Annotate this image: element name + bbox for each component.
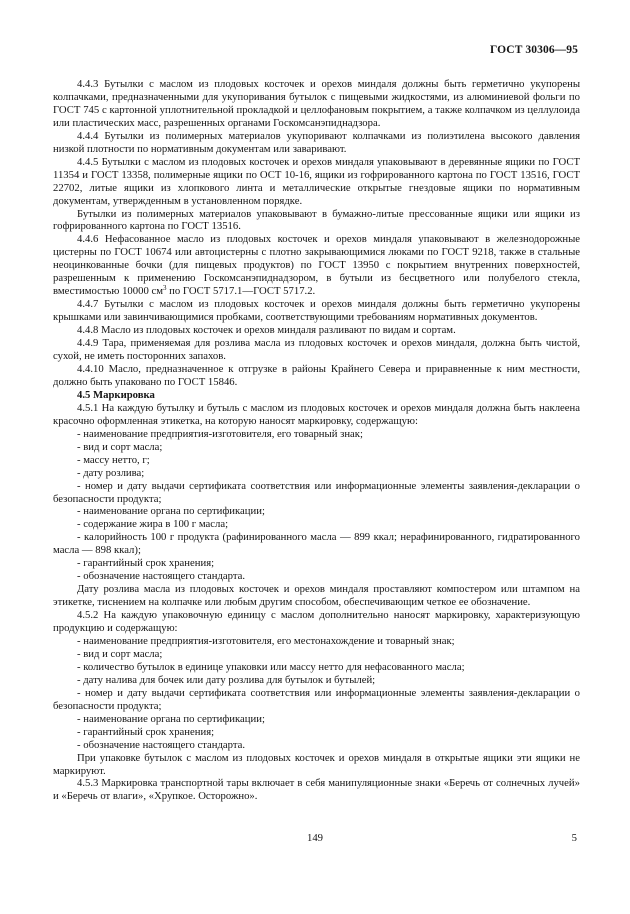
list-item: - наименование предприятия-изготовителя, его товарный знак; bbox=[77, 427, 363, 440]
list-item: - содержание жира в 100 г масла; bbox=[77, 518, 229, 531]
list-item: - номер и дату выдачи сертификата соответствия или информационные элементы заявления-декларации о безопасности продукта; bbox=[53, 686, 580, 712]
paragraph: Бутылки из полимерных материалов упаковывают в бумажно-литые прессованные ящики или ящики из гофрированного картона по ГОСТ 13516. bbox=[53, 207, 580, 233]
list-item: - гарантийный срок хранения; bbox=[77, 557, 215, 570]
list-item: - гарантийный срок хранения; bbox=[77, 725, 215, 738]
list-item: - дату розлива; bbox=[77, 466, 145, 479]
sheet-number: 5 bbox=[571, 832, 577, 844]
list-item: - вид и сорт масла; bbox=[77, 647, 163, 660]
list-item: - вид и сорт масла; bbox=[77, 440, 163, 453]
paragraph: 4.4.8 Масло из плодовых косточек и орехов миндаля разливают по видам и сортам. bbox=[77, 324, 456, 337]
list-item: - наименование предприятия-изготовителя, его местонахождение и товарный знак; bbox=[77, 634, 455, 647]
page-number: 149 bbox=[306, 832, 324, 844]
list-item: - обозначение настоящего стандарта. bbox=[77, 570, 246, 583]
list-item: - массу нетто, г; bbox=[77, 453, 150, 466]
list-item: - наименование органа по сертификации; bbox=[77, 712, 265, 725]
superscript: 3 bbox=[163, 284, 167, 293]
section-heading: 4.5 Маркировка bbox=[77, 388, 155, 401]
paragraph: Дату розлива масла из плодовых косточек и орехов миндаля проставляют компостером или штампом на этикетке, тиснением на колпачке или любым другим способом, обеспечивающим четкое ее обозначение. bbox=[53, 583, 580, 609]
standard-header: ГОСТ 30306—95 bbox=[489, 44, 578, 56]
paragraph: При упаковке бутылок с маслом из плодовых косточек и орехов миндаля в открытые ящики эти ящики не маркируют. bbox=[53, 751, 580, 777]
document-body bbox=[53, 78, 580, 803]
list-item: - количество бутылок в единице упаковки или массу нетто для нефасованного масла; bbox=[77, 660, 465, 673]
paragraph: 4.4.9 Тара, применяемая для розлива масла из плодовых косточек и орехов миндаля, должна быть чистой, сухой, не иметь посторонних запахов. bbox=[53, 337, 580, 363]
paragraph: 4.5.1 На каждую бутылку и бутыль с маслом из плодовых косточек и орехов миндаля должна быть наклеена красочно оформленная этикетка, на которую наносят маркировку, содержащую: bbox=[53, 401, 580, 427]
list-item: - дату налива для бочек или дату розлива для бутылок и бутылей; bbox=[77, 673, 376, 686]
paragraph: 4.5.2 На каждую упаковочную единицу с маслом дополнительно наносят маркировку, характеризующую продукцию и содержащую: bbox=[53, 609, 580, 635]
paragraph: 4.5.3 Маркировка транспортной тары включает в себя манипуляционные знаки «Беречь от солнечных лучей» и «Беречь от влаги», «Хрупкое. Осторожно». bbox=[53, 777, 580, 803]
paragraph: 4.4.5 Бутылки с маслом из плодовых косточек и орехов миндаля упаковывают в деревянные ящики по ГОСТ 11354 и ГОСТ 13358, полимерные ящики по ОСТ 10-16, ящики из гофрированного картона по ГОСТ 13516, ГОСТ 22702, литые ящики из хлопкового линта и металлические открытые гнездовые ящики по нормативным документам, утвержденным в установленном порядке. bbox=[53, 155, 580, 207]
list-item: - наименование органа по сертификации; bbox=[77, 505, 265, 518]
paragraph: 4.4.7 Бутылки с маслом из плодовых косточек и орехов миндаля должны быть герметично укупорены крышками или завинчивающимися пробками, соответствующими требованиям нормативных документов. bbox=[53, 298, 580, 324]
list-item: - номер и дату выдачи сертификата соответствия или информационные элементы заявления-декларации о безопасности продукта; bbox=[53, 479, 580, 505]
paragraph: 4.4.10 Масло, предназначенное к отгрузке в районы Крайнего Севера и приравненные к ним местности, должно быть упаковано по ГОСТ 15846. bbox=[53, 362, 580, 388]
paragraph: 4.4.3 Бутылки с маслом из плодовых косточек и орехов миндаля должны быть герметично укупорены колпачками, предназначенными для укупоривания бутылок с пищевыми жидкостями, из алюминиевой фольги по ГОСТ 745 с картонной уплотнительной прокладкой и целлофановым покрытием, а также колпачком из целлулоида или пластических масс, разрешенных органами Госкомсанэпиднадзора. bbox=[53, 78, 580, 129]
paragraph: 4.4.4 Бутылки из полимерных материалов укупоривают колпачками из полиэтилена высокого давления низкой плотности по нормативным документам или заваривают. bbox=[53, 129, 580, 155]
paragraph: 4.4.6 Нефасованное масло из плодовых косточек и орехов миндаля упаковывают в железнодорожные цистерны по ГОСТ 10674 или автоцистерны с плотно закрывающимися люками по ГОСТ 9218, также в стальные неоцинкованные бочки (для пищевых продуктов) по ГОСТ 13950 с покрытием внутренних поверхностей, разрешенным к применению Госкомсанэпиднадзором, в бутыли из бесцветного или полубелого стекла, вместимостью 10000 $см^3$ по ГОСТ 5717.1—ГОСТ 5717.2. bbox=[53, 233, 580, 298]
list-item: - обозначение настоящего стандарта. bbox=[77, 738, 246, 751]
list-item: - калорийность 100 г продукта (рафинированного масла — 899 ккал; нерафинированного, гидратированного масла — 898 ккал); bbox=[53, 531, 580, 557]
